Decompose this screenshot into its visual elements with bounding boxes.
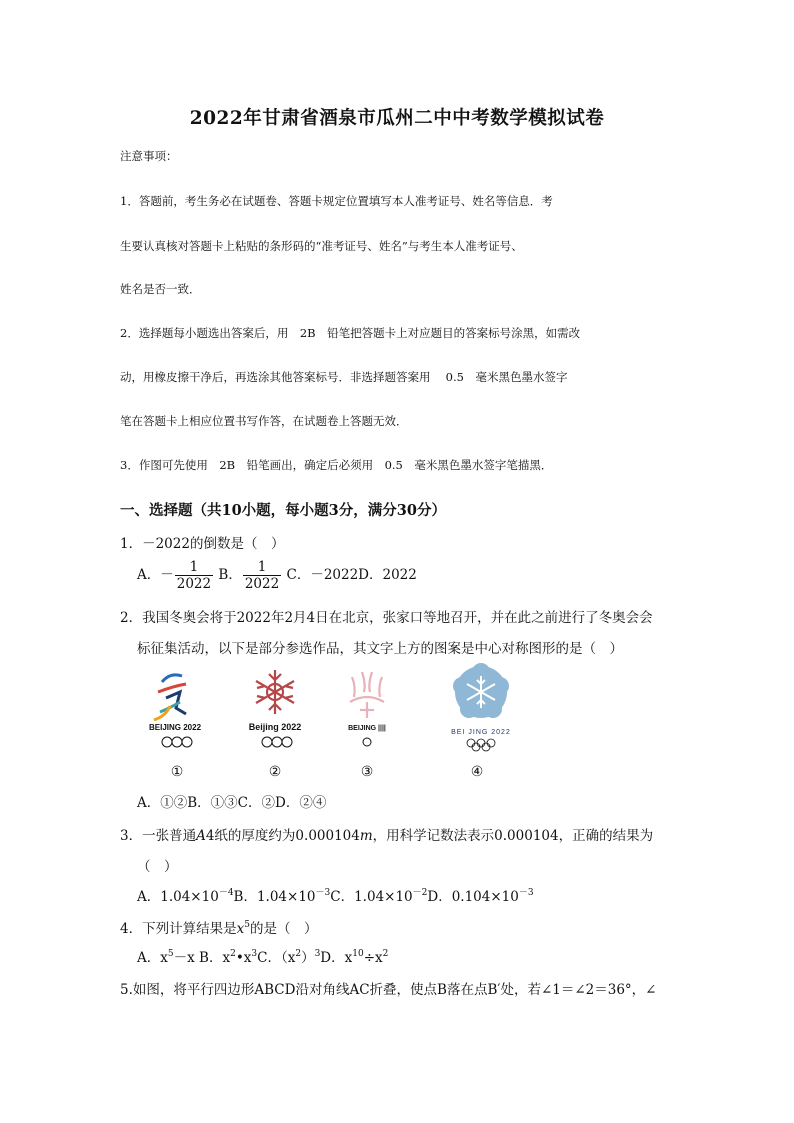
emblem-3-image (332, 662, 402, 752)
option-text: •x (235, 950, 252, 966)
notice-line: 动，用橡皮擦干净后，再选涂其他答案标号．非选择题答案用 0.5 毫米黑色墨水签字 (120, 370, 568, 384)
notice-line: 姓名是否一致． (120, 282, 201, 296)
emblem-text: BEI JING 2022 (451, 729, 511, 736)
notice-heading: 注意事项： (120, 149, 178, 163)
option-b-label: B． (218, 567, 242, 583)
stem-text: 4．下列计算结果是 (120, 921, 237, 937)
stem-text: ，用科学记数法表示0.000104，正确的结果为 (372, 828, 654, 844)
notice-line: 2．选择题每小题选出答案后，用 2B 铅笔把答题卡上对应题目的答案标号涂黑，如需改 (120, 326, 581, 340)
notice-line: 生要认真核对答题卡上粘贴的条形码的“准考证号、姓名”与考生本人准考证号、 (120, 239, 523, 253)
stem-text: 3．一张普通 (120, 828, 197, 844)
exponent: －3 (315, 888, 331, 898)
emblem-2-image (240, 662, 310, 752)
emblem-text: BEIJING |||| (348, 725, 386, 732)
variable: x (236, 921, 245, 937)
option-c: C．1.04×10 (330, 889, 413, 905)
section-heading: 一、选择题（共10小题，每小题3分，满分30分） (120, 502, 446, 519)
option-text: ÷x (363, 950, 383, 966)
options-rest: C．－2022D．2022 (286, 567, 417, 583)
unit: m (359, 828, 373, 844)
option-c: C．（x (257, 950, 296, 966)
emblem-text: Beijing 2022 (248, 722, 302, 732)
exponent: －3 (518, 888, 534, 898)
exponent: 10 (352, 949, 364, 959)
option-a: A．x (137, 950, 168, 966)
page-title: 2022年甘肃省酒泉市瓜州二中中考数学模拟试卷 (189, 108, 605, 129)
question-3-stem: （ ） (137, 859, 178, 875)
notice-line: 3．作图可先使用 2B 铅笔画出，确定后必须用 0.5 毫米黑色墨水签字笔描黑． (120, 458, 553, 472)
exponent: 3 (314, 949, 321, 959)
exponent: 5 (167, 949, 174, 959)
question-2-stem: 标征集活动，以下是部分参选作品，其文字上方的图案是中心对称图形的是（ ） (137, 641, 623, 657)
question-1-options (137, 559, 417, 592)
figure-label: ① (170, 764, 184, 780)
denominator: 2022 (176, 576, 212, 592)
exponent: －4 (218, 888, 234, 898)
denominator: 2022 (244, 576, 280, 592)
option-d: D．0.104×10 (427, 889, 519, 905)
figure-label: ④ (470, 764, 484, 780)
exponent: 5 (244, 920, 250, 930)
exponent: 2 (382, 949, 389, 959)
question-2-options: A．①②B．①③C．②D．②④ (137, 795, 327, 811)
option-a-label: A．－ (137, 567, 174, 583)
option-a: A．1.04×10 (137, 889, 219, 905)
emblem-1-image (140, 662, 210, 752)
question-5-stem: 5.如图，将平行四边形ABCD沿对角线AC折叠，使点B落在点B′处，若∠1＝∠2＝36°，∠ (120, 982, 657, 998)
exponent: 2 (230, 949, 236, 959)
stem-text: 4纸的厚度约为0.000104 (205, 828, 360, 844)
notice-line: 笔在答题卡上相应位置书写作答，在试题卷上答题无效． (120, 414, 408, 428)
option-text: －x (173, 950, 195, 966)
stem-text: 的是（ ） (249, 921, 318, 937)
question-2-stem: 2．我国冬奥会将于2022年2月4日在北京，张家口等地召开，并在此之前进行了冬奥会会 (120, 610, 653, 626)
option-d: D．x (320, 950, 353, 966)
option-b: B．x (199, 950, 231, 966)
question-4-stem (120, 917, 317, 937)
question-3-options (137, 885, 534, 905)
exponent: －2 (412, 888, 428, 898)
question-3-stem (120, 824, 653, 844)
option-b: B．1.04×10 (233, 889, 316, 905)
notice-line: 1．答题前，考生务必在试题卷、答题卡规定位置填写本人准考证号、姓名等信息．考 (120, 194, 553, 208)
exponent: 3 (251, 949, 258, 959)
question-1-stem: 1．－2022的倒数是（ ） (120, 536, 285, 552)
exponent: 2 (295, 949, 302, 959)
figure-label: ② (268, 764, 282, 780)
numerator: 1 (175, 559, 213, 576)
fraction (243, 559, 281, 592)
variable: A (196, 828, 206, 844)
emblem-4-image (441, 662, 521, 752)
figure-label: ③ (360, 764, 374, 780)
emblem-text: BEIJING 2022 (148, 723, 202, 732)
question-4-options (137, 946, 388, 966)
numerator: 1 (243, 559, 281, 576)
fraction (175, 559, 213, 592)
option-text: ） (301, 950, 315, 966)
